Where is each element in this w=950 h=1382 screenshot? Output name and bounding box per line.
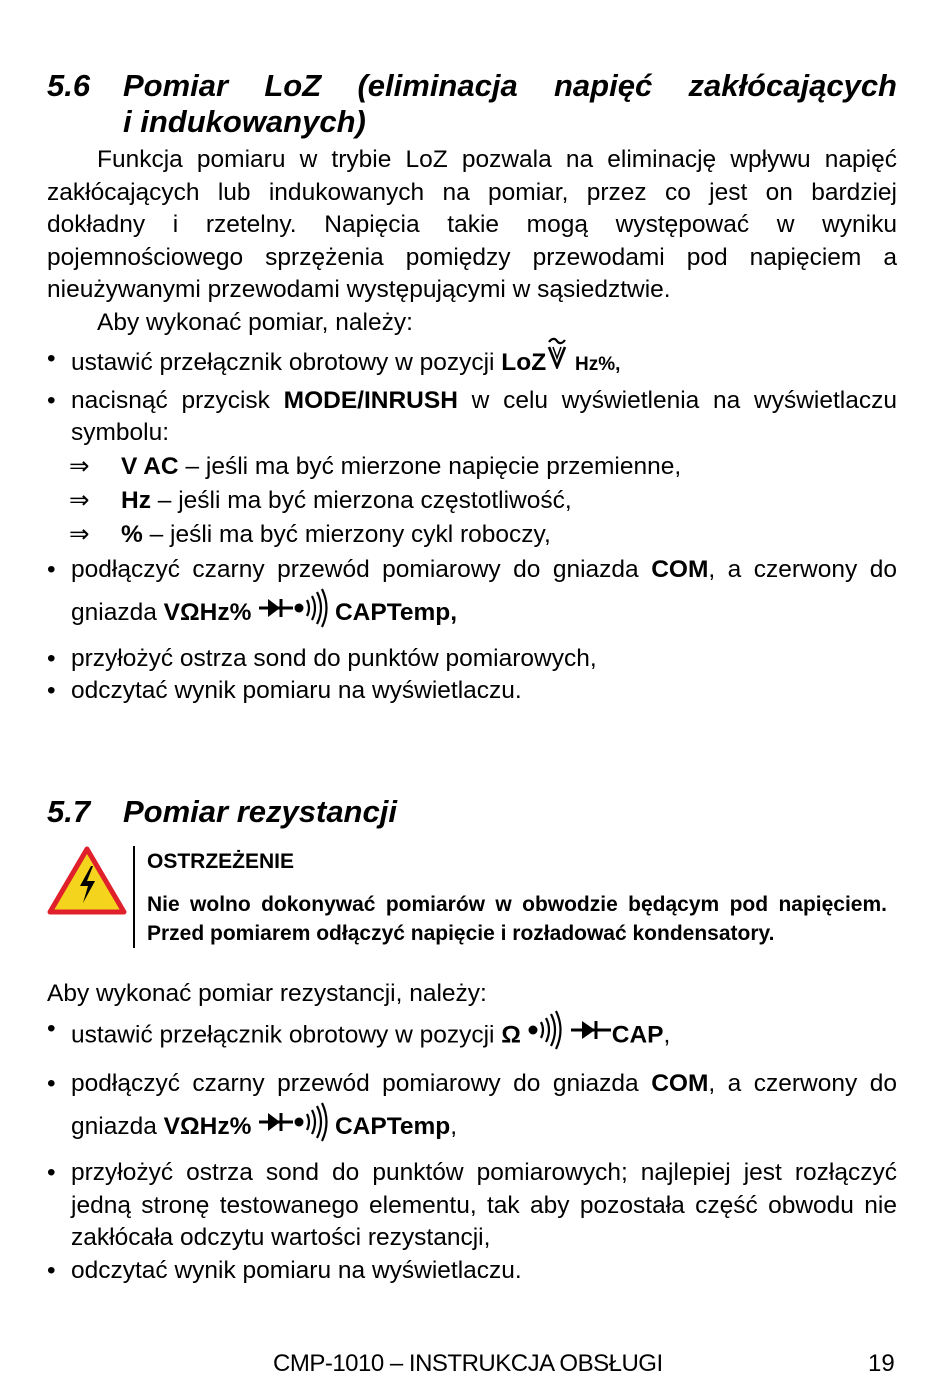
- mode-inrush-button-label: MODE/INRUSH: [283, 386, 458, 414]
- page-number: 19: [868, 1350, 895, 1377]
- sub-list-item: ⇒ V AC – jeśli ma być mierzone napięcie przemienne,: [47, 450, 897, 484]
- sound-icon: [294, 1102, 328, 1153]
- hz-percent-symbol: Hz%,: [575, 354, 621, 376]
- loz-symbol: LoZ: [501, 349, 547, 377]
- list-item: • podłączyć czarny przewód pomiarowy do gniazda COM, a czerwony do gniazda VΩHz% CAPTemp,: [47, 552, 897, 639]
- manual-page: [47, 68, 897, 1287]
- warning-text: Nie wolno dokonywać pomiarów w obwodzie będącym pod napięciem. Przed pomiarem odłączyć napięcie i rozładować kondensatory.: [147, 892, 887, 945]
- procedure-intro: Aby wykonać pomiar, należy:: [97, 308, 413, 336]
- section-heading-5-6-cont: [47, 104, 897, 140]
- section-heading-5-7: [47, 794, 897, 830]
- v-tilde-icon: [546, 337, 568, 379]
- section-number: 5.7: [47, 793, 91, 829]
- section-title-line2: i indukowanych): [123, 104, 366, 139]
- sound-icon: [294, 588, 328, 639]
- sub-list-item: ⇒ % – jeśli ma być mierzony cykl roboczy,: [47, 518, 897, 552]
- diode-icon: [258, 1109, 294, 1146]
- section-heading-5-6: [47, 68, 897, 104]
- procedure-intro: Aby wykonać pomiar rezystancji, należy:: [47, 979, 487, 1007]
- warning-box: [47, 846, 897, 948]
- list-item: • przyłożyć ostrza sond do punktów pomiarowych,: [47, 643, 897, 676]
- list-item: • podłączyć czarny przewód pomiarowy do gniazda COM, a czerwony do gniazda VΩHz% CAPTemp,: [47, 1066, 897, 1153]
- intro-paragraph: Funkcja pomiaru w trybie LoZ pozwala na eliminację wpływu napięć zakłócających lub indukowanych na pomiar, przez co jest on bardziej dokładny i rzetelny. Napięcia takie mogą występować w wyniku pojemnościowego sprzężenia pomiędzy przewodami pod napięciem a nieużywanymi przewodami występującymi w sąsiedztwie.: [47, 146, 897, 303]
- list-item: • odczytać wynik pomiaru na wyświetlaczu.: [47, 1255, 897, 1288]
- warning-content: [133, 846, 887, 948]
- section-number: 5.6: [47, 68, 91, 103]
- list-item: • ustawić przełącznik obrotowy w pozycji Ω CAP,: [47, 1010, 897, 1062]
- list-item: • nacisnąć przycisk MODE/INRUSH w celu wyświetlenia na wyświetlaczu symbolu:: [47, 385, 897, 450]
- sound-icon: [528, 1010, 570, 1062]
- warning-title: OSTRZEŻENIE: [147, 849, 295, 873]
- diode-icon: [570, 1017, 612, 1055]
- arrow-right-icon: ⇒: [69, 452, 90, 480]
- list-item: • ustawić przełącznik obrotowy w pozycji LoZ Hz%,: [47, 343, 897, 385]
- list-item: • odczytać wynik pomiaru na wyświetlaczu.: [47, 675, 897, 708]
- footer-title: CMP-1010 – INSTRUKCJA OBSŁUGI: [273, 1350, 663, 1377]
- section-title-line1: Pomiar LoZ (eliminacja napięć zakłócających: [123, 68, 897, 103]
- sub-list-item: ⇒ Hz – jeśli ma być mierzona częstotliwość,: [47, 484, 897, 518]
- diode-icon: [258, 595, 294, 632]
- warning-high-voltage-icon: [47, 846, 133, 948]
- list-item: • przyłożyć ostrza sond do punktów pomiarowych; najlepiej jest rozłączyć jedną stronę testowanego elementu, tak aby pozostała część obwodu nie zakłócała odczytu wartości rezystancji,: [47, 1157, 897, 1255]
- arrow-right-icon: ⇒: [69, 520, 90, 548]
- arrow-right-icon: ⇒: [69, 486, 90, 514]
- section-title: Pomiar rezystancji: [123, 793, 397, 829]
